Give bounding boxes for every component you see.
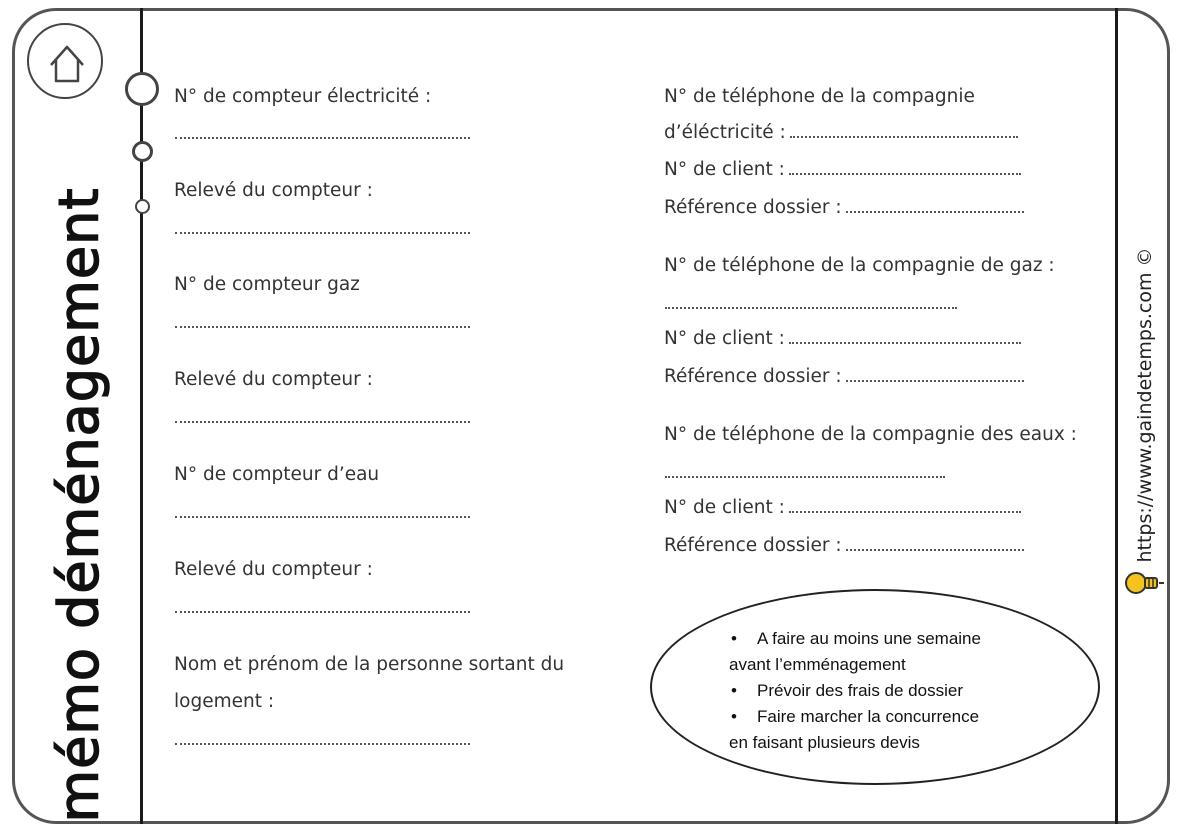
copyright-symbol: © bbox=[1134, 247, 1156, 267]
gas-client-line[interactable] bbox=[789, 342, 1021, 344]
electricity-client-label: N° de client : bbox=[664, 159, 1021, 180]
right-divider bbox=[1115, 8, 1118, 824]
gas-reference-line[interactable] bbox=[846, 380, 1024, 382]
gas-phone-label: N° de téléphone de la compagnie de gaz : bbox=[664, 255, 1055, 276]
note-item: • Faire marcher la concurrence bbox=[731, 707, 980, 726]
website-url[interactable]: https://www.gaindetemps.com bbox=[1134, 272, 1156, 563]
ring-small bbox=[135, 199, 150, 214]
home-icon bbox=[29, 25, 105, 101]
left-divider bbox=[140, 8, 143, 824]
water-phone-label: N° de téléphone de la compagnie des eaux : bbox=[664, 424, 1077, 445]
gas-reference-label: Référence dossier : bbox=[664, 366, 1024, 387]
electricity-meter-line[interactable] bbox=[175, 137, 470, 139]
electricity-reading-label: Relevé du compteur : bbox=[174, 180, 373, 201]
home-button[interactable] bbox=[27, 23, 103, 99]
previous-occupant-line[interactable] bbox=[175, 743, 470, 745]
note-item: • A faire au moins une semaine bbox=[731, 629, 981, 648]
water-client-line[interactable] bbox=[789, 511, 1021, 513]
gas-meter-line[interactable] bbox=[175, 326, 470, 328]
electricity-reference-line[interactable] bbox=[846, 211, 1024, 213]
water-client-label: N° de client : bbox=[664, 497, 1021, 518]
water-phone-line[interactable] bbox=[665, 476, 945, 478]
gas-client-label: N° de client : bbox=[664, 328, 1021, 349]
gas-meter-label: N° de compteur gaz bbox=[174, 274, 360, 295]
water-meter-line[interactable] bbox=[175, 516, 470, 518]
note-item: • Prévoir des frais de dossier bbox=[731, 681, 963, 700]
electricity-reading-line[interactable] bbox=[175, 232, 470, 234]
previous-occupant-label-line2: logement : bbox=[174, 691, 275, 712]
water-meter-label: N° de compteur d’eau bbox=[174, 464, 380, 485]
lightbulb-icon bbox=[1124, 571, 1168, 595]
water-reading-line[interactable] bbox=[175, 611, 470, 613]
electricity-phone-label-line2: d’éléctricité : bbox=[664, 122, 1018, 143]
previous-occupant-label-line1: Nom et prénom de la personne sortant du bbox=[174, 654, 565, 675]
note-item-continuation: en faisant plusieurs devis bbox=[729, 733, 920, 752]
notes-list bbox=[729, 626, 1069, 756]
water-reference-label: Référence dossier : bbox=[664, 535, 1024, 556]
electricity-client-line[interactable] bbox=[789, 173, 1021, 175]
electricity-reference-label: Référence dossier : bbox=[664, 197, 1024, 218]
electricity-phone-line[interactable] bbox=[790, 136, 1018, 138]
gas-reading-label: Relevé du compteur : bbox=[174, 369, 373, 390]
page-title: mémo déménagement bbox=[47, 187, 111, 823]
ring-medium bbox=[132, 141, 153, 162]
gas-reading-line[interactable] bbox=[175, 421, 470, 423]
ring-large bbox=[125, 72, 159, 106]
note-item-continuation: avant l’emménagement bbox=[729, 655, 906, 674]
electricity-phone-label-line1: N° de téléphone de la compagnie bbox=[664, 86, 975, 107]
water-reading-label: Relevé du compteur : bbox=[174, 559, 373, 580]
electricity-meter-label: N° de compteur électricité : bbox=[174, 86, 432, 107]
gas-phone-line[interactable] bbox=[665, 307, 957, 309]
website-credit bbox=[1134, 247, 1156, 562]
water-reference-line[interactable] bbox=[846, 549, 1024, 551]
